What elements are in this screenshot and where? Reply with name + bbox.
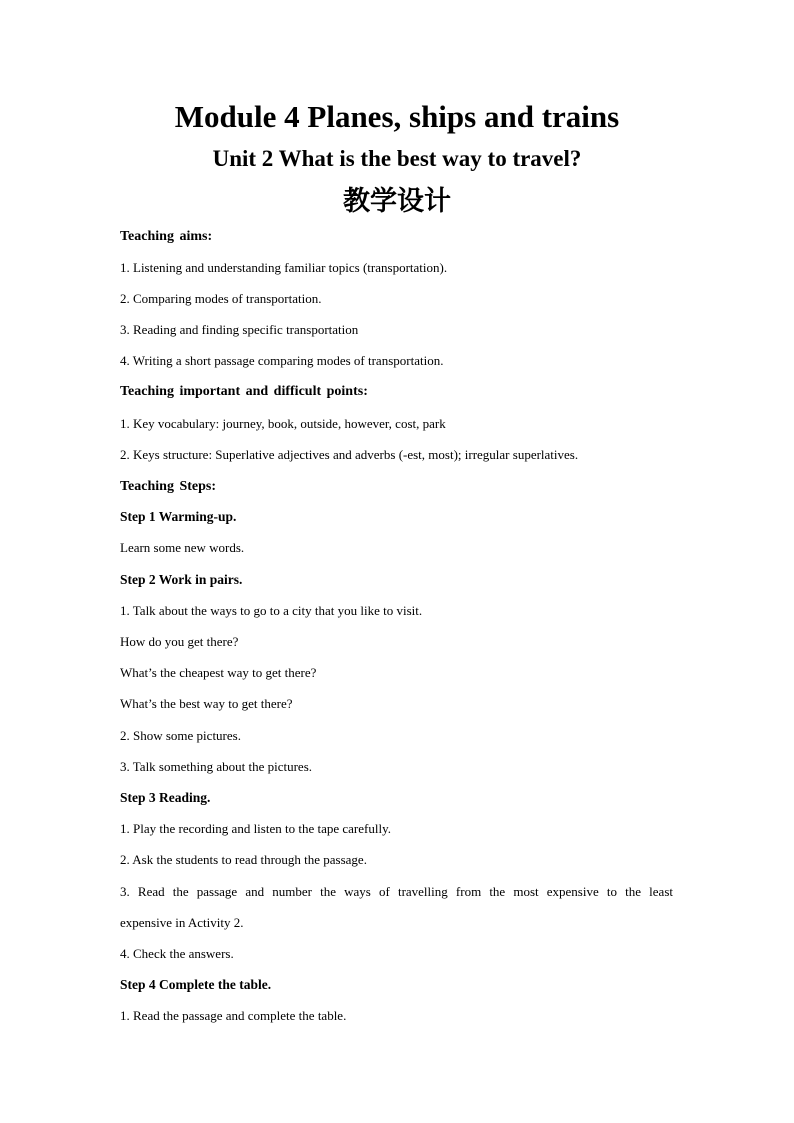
teaching-aim-item: 1. Listening and understanding familiar topics (transportation).: [120, 260, 448, 275]
step-2-title: Step 2 Work in pairs.: [120, 572, 243, 587]
teaching-steps-heading: Teaching Steps:: [120, 479, 217, 494]
step-2-line: 2. Show some pictures.: [120, 728, 241, 743]
teaching-aim-item: 3. Reading and finding specific transportation: [120, 322, 359, 337]
step-3-line: 4. Check the answers.: [120, 946, 234, 961]
step-1-title: Step 1 Warming-up.: [120, 509, 237, 524]
step-4-line: 1. Read the passage and complete the table.: [120, 1008, 347, 1023]
key-point-item: 1. Key vocabulary: journey, book, outside, however, cost, park: [120, 416, 446, 431]
step-2-line: What’s the best way to get there?: [120, 696, 293, 711]
step-1-line: Learn some new words.: [120, 540, 245, 555]
teaching-aim-item: 4. Writing a short passage comparing modes of transportation.: [120, 353, 444, 368]
document-title: Module 4 Planes, ships and trains: [174, 99, 620, 134]
key-point-item: 2. Keys structure: Superlative adjectives and adverbs (-est, most); irregular superlatives.: [120, 447, 579, 462]
step-2-line: What’s the cheapest way to get there?: [120, 665, 317, 680]
document-subtitle-chinese: 教学设计: [343, 186, 451, 217]
key-points-heading: Teaching important and difficult points:: [120, 384, 368, 399]
step-2-line: 1. Talk about the ways to go to a city that you like to visit.: [120, 603, 423, 618]
step-3-line: 1. Play the recording and listen to the tape carefully.: [120, 821, 391, 836]
teaching-aims-heading: Teaching aims:: [120, 229, 213, 244]
step-3-line: 3. Read the passage and number the ways of travelling from the most expensive to the least: [120, 884, 673, 899]
document-subtitle: Unit 2 What is the best way to travel?: [212, 146, 582, 171]
step-3-title: Step 3 Reading.: [120, 790, 211, 805]
step-2-line: 3. Talk something about the pictures.: [120, 759, 313, 774]
step-4-title: Step 4 Complete the table.: [120, 977, 272, 992]
step-2-line: How do you get there?: [120, 634, 239, 649]
step-3-line: 2. Ask the students to read through the passage.: [120, 852, 367, 867]
teaching-aim-item: 2. Comparing modes of transportation.: [120, 291, 322, 306]
step-3-line: expensive in Activity 2.: [120, 915, 244, 930]
